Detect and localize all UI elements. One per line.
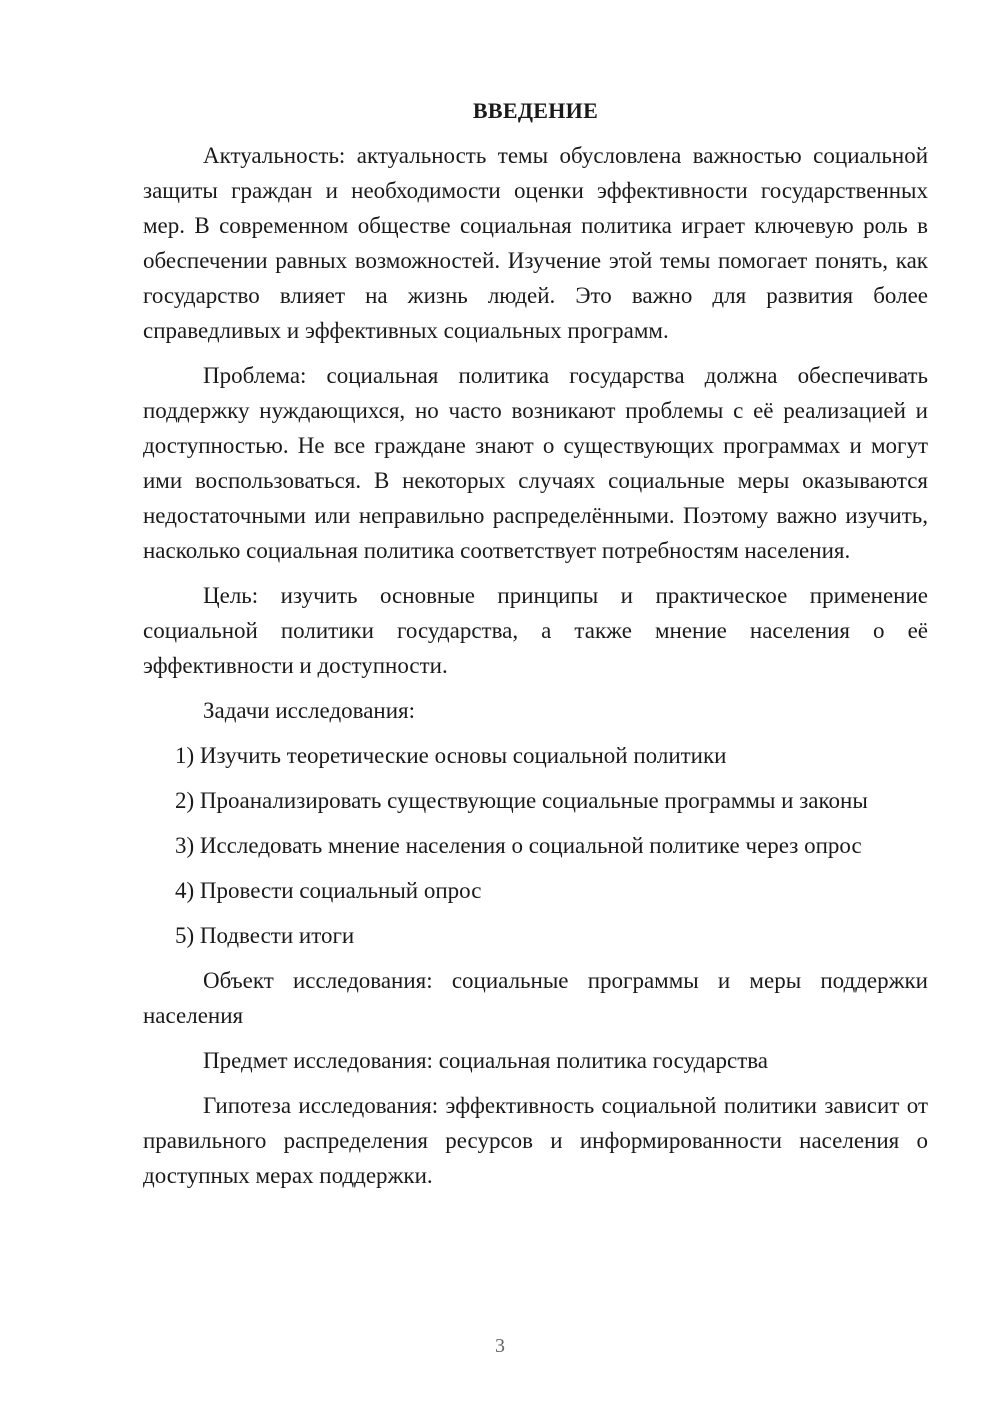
page-number: 3	[495, 1335, 505, 1357]
paragraph-tasks-heading: Задачи исследования:	[203, 698, 416, 723]
paragraph-object: Объект исследования: социальные программы и меры поддержки населения	[143, 968, 928, 1028]
paragraph-subject: Предмет исследования: социальная политика государства	[203, 1048, 769, 1073]
section-title: ВВЕДЕНИЕ	[472, 98, 599, 123]
tasks-list	[143, 738, 928, 953]
document-page	[143, 96, 928, 1203]
paragraph-hypothesis: Гипотеза исследования: эффективность социальной политики зависит от правильного распределения ресурсов и информированности населения о доступных мерах поддержки.	[143, 1093, 928, 1188]
paragraph-relevance: Актуальность: актуальность темы обусловлена важностью социальной защиты граждан и необходимости оценки эффективности государственных мер. В современном обществе социальная политика играет ключевую роль в обеспечении равных возможностей. Изучение этой темы помогает понять, как государство влияет на жизнь людей. Это важно для развития более справедливых и эффективных социальных программ.	[143, 143, 928, 343]
task-item: 4) Провести социальный опрос	[175, 878, 482, 903]
paragraph-problem: Проблема: социальная политика государства должна обеспечивать поддержку нуждающихся, но часто возникают проблемы с её реализацией и доступностью. Не все граждане знают о существующих программах и могут ими воспользоваться. В некоторых случаях социальные меры оказываются недостаточными или неправильно распределёнными. Поэтому важно изучить, насколько социальная политика соответствует потребностям населения.	[143, 363, 928, 563]
task-item: 1) Изучить теоретические основы социальной политики	[175, 743, 727, 768]
task-item: 2) Проанализировать существующие социальные программы и законы	[175, 788, 868, 813]
task-item: 3) Исследовать мнение населения о социальной политике через опрос	[175, 833, 862, 858]
task-item: 5) Подвести итоги	[175, 923, 355, 948]
paragraph-goal: Цель: изучить основные принципы и практическое применение социальной политики государства, а также мнение населения о её эффективности и доступности.	[143, 583, 928, 678]
